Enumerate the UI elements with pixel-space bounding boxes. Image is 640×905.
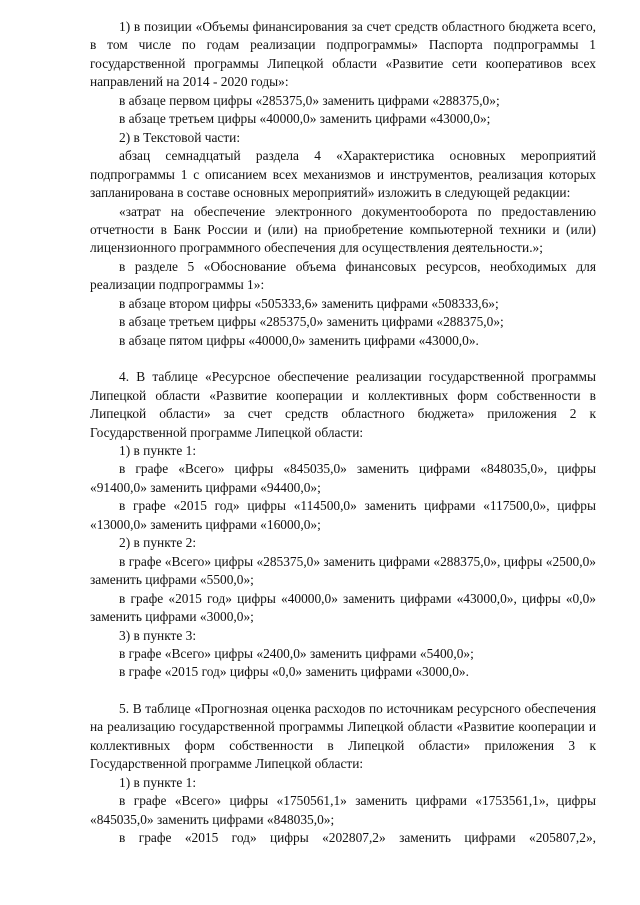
paragraph: в графе «2015 год» цифры «114500,0» заменить цифрами «117500,0», цифры «13000,0» заменить цифрами «16000,0»; [90, 498, 596, 532]
paragraph: 3) в пункте 3: [119, 627, 197, 643]
paragraph: в графе «Всего» цифры «285375,0» заменить цифрами «288375,0», цифры «2500,0» заменить цифрами «5500,0»; [90, 553, 596, 588]
paragraph: в разделе 5 «Обоснование объема финансовых ресурсов, необходимых для реализации подпрограммы 1»: [90, 258, 596, 293]
paragraph: в графе «Всего» цифры «1750561,1» заменить цифрами «1753561,1», цифры «845035,0» заменить цифрами «848035,0»; [90, 793, 596, 827]
paragraph: абзац семнадцатый раздела 4 «Характеристика основных мероприятий подпрограммы 1 с описанием всех механизмов и инструментов, реализация которых запланирована в составе основных мероприятий» изложить в следующей редакции: [90, 148, 596, 201]
paragraph: «затрат на обеспечение электронного документооборота по предоставлению отчетности в Банк России и (или) на приобретение компьютерной техники и (или) лицензионного программного обеспечения для осуществления деятельности.»; [90, 203, 596, 256]
paragraph: 5. В таблице «Прогнозная оценка расходов по источникам ресурсного обеспечения на реализацию государственной программы Липецкой области «Развитие кооперации и коллективных форм собственности в Липецкой области» приложения 3 к Государственной программе Липецкой области: [90, 700, 596, 772]
paragraph-gap [90, 682, 596, 700]
paragraph: 4. В таблице «Ресурсное обеспечение реализации государственной программы Липецкой области «Развитие кооперации и коллективных форм собственности в Липецкой области» за счет средств областного бюджета» приложения 2 к Государственной программе Липецкой области: [90, 369, 596, 440]
paragraph: 2) в пункте 2: [119, 535, 197, 551]
paragraph: в графе «2015 год» цифры «0,0» заменить цифрами «3000,0». [119, 664, 469, 680]
paragraph-gap [90, 350, 596, 368]
paragraph: в графе «2015 год» цифры «40000,0» заменить цифрами «43000,0», цифры «0,0» заменить цифрами «3000,0»; [90, 590, 596, 625]
paragraph: в абзаце третьем цифры «285375,0» заменить цифрами «288375,0»; [119, 314, 504, 330]
paragraph: в абзаце первом цифры «285375,0» заменить цифрами «288375,0»; [119, 92, 500, 108]
paragraph: 2) в Текстовой части: [119, 129, 241, 145]
paragraph: в графе «2015 год» цифры «202807,2» заменить цифрами «205807,2», [119, 830, 596, 846]
paragraph: 1) в позиции «Объемы финансирования за счет средств областного бюджета всего, в том числе по годам реализации подпрограммы» Паспорта подпрограммы 1 государственной программы Липецкой области «Развитие сети кооперативов всех направлений на 2014 - 2020 годы»: [90, 19, 596, 90]
paragraph: в абзаце втором цифры «505333,6» заменить цифрами «508333,6»; [119, 295, 499, 311]
paragraph: в абзаце третьем цифры «40000,0» заменить цифрами «43000,0»; [119, 111, 491, 127]
paragraph: 1) в пункте 1: [119, 442, 197, 458]
paragraph: в абзаце пятом цифры «40000,0» заменить цифрами «43000,0». [119, 332, 479, 348]
paragraph: в графе «Всего» цифры «2400,0» заменить цифрами «5400,0»; [119, 645, 474, 661]
document-page [90, 18, 596, 847]
paragraph: в графе «Всего» цифры «845035,0» заменить цифрами «848035,0», цифры «91400,0» заменить цифрами «94400,0»; [90, 461, 596, 495]
paragraph: 1) в пункте 1: [119, 774, 197, 790]
